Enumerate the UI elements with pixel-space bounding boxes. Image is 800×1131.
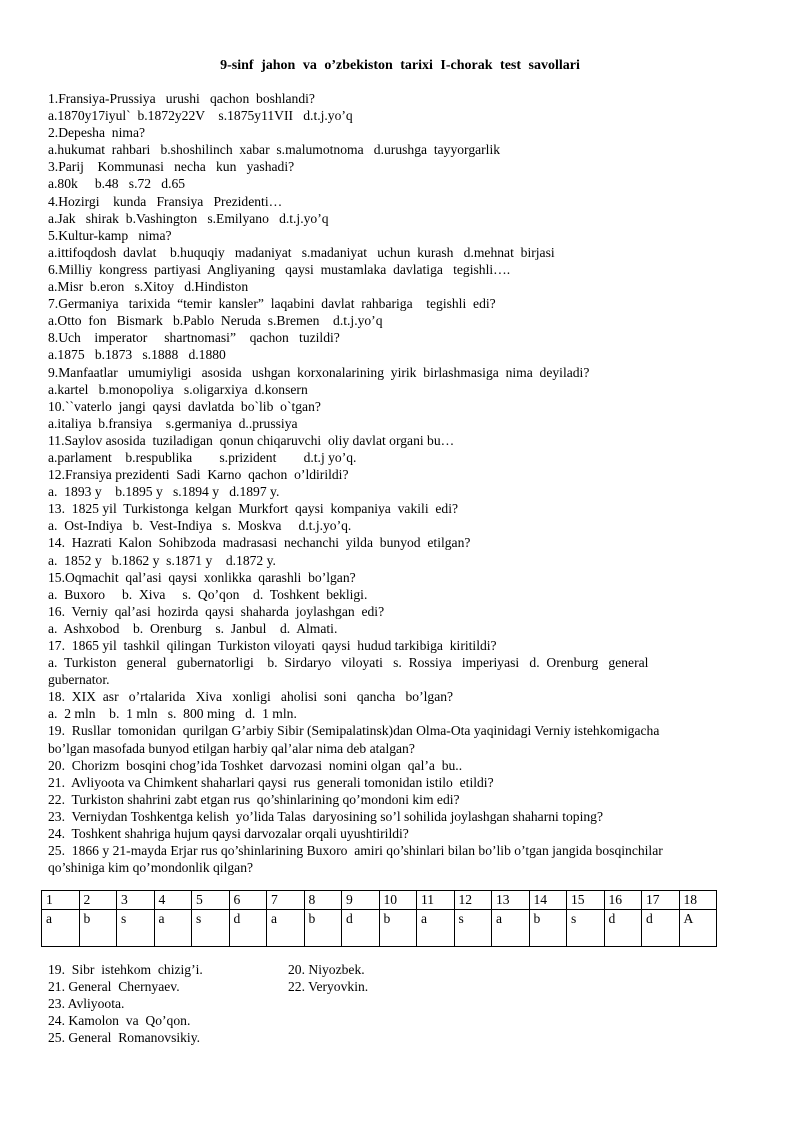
open-answer-row <box>48 1029 203 1046</box>
answer-key-number-cell: 2 <box>79 891 117 910</box>
answer-key-number-cell: 13 <box>492 891 530 910</box>
open-answer-row <box>48 961 365 978</box>
answer-key-number-cell: 7 <box>267 891 305 910</box>
answer-key-answer-cell: b <box>529 910 567 947</box>
question-line: 21. Avliyoota va Chimkent shaharlari qaysi rus generali tomonidan istilo etildi? <box>48 774 494 790</box>
question-line: a.italiya b.fransiya s.germaniya d..prussiya <box>48 415 298 431</box>
answer-key-answer-cell: d <box>642 910 680 947</box>
open-answer-left: 19. Sibr istehkom chizig’i. <box>48 962 203 977</box>
answer-key-answer-cell: s <box>192 910 230 947</box>
answer-key-answer-cell: a <box>42 910 80 947</box>
question-line: 17. 1865 yil tashkil qilingan Turkiston viloyati qaysi hudud tarkibiga kiritildi? <box>48 638 497 653</box>
answer-key-answer-cell: s <box>454 910 492 947</box>
open-answer-left: 24. Kamolon va Qo’qon. <box>48 1013 191 1029</box>
answer-key-number-cell: 11 <box>417 891 455 910</box>
question-line: qo’shiniga kim qo’mondonlik qilgan? <box>48 860 254 876</box>
question-line: a.parlament b.respublika s.prizident d.t.j yo’q. <box>48 449 357 465</box>
open-answer-right: 20. Niyozbek. <box>288 962 365 977</box>
open-answer-right: 22. Veryovkin. <box>288 979 369 995</box>
answer-key-number-cell: 14 <box>529 891 567 910</box>
question-line: 6.Milliy kongress partiyasi Angliyaning qaysi mustamlaka davlatiga tegishli…. <box>48 261 511 277</box>
question-line: a.1870y17iyul` b.1872y22V s.1875y11VII d.t.j.yo’q <box>48 108 353 124</box>
question-line: a.ittifoqdosh davlat b.huquqiy madaniyat s.madaniyat uchun kurash d.mehnat birjasi <box>48 244 555 260</box>
answer-key-number-cell: 15 <box>567 891 605 910</box>
answer-key-number-cell: 10 <box>379 891 417 910</box>
question-line: 8.Uch imperator shartnomasi” qachon tuzildi? <box>48 330 340 346</box>
answer-key-number-cell: 1 <box>42 891 80 910</box>
answer-key-answer-cell: s <box>567 910 605 947</box>
question-line: a.hukumat rahbari b.shoshilinch xabar s.malumotnoma d.urushga tayyorgarlik <box>48 142 501 158</box>
question-line: 18. XIX asr o’rtalarida Xiva xonligi aholisi soni qancha bo’lgan? <box>48 689 454 705</box>
question-line: 20. Chorizm bosqini chog’ida Toshket darvozasi nomini olgan qal’a bu.. <box>48 757 463 773</box>
question-line: 16. Verniy qal’asi hozirda qaysi shaharda joylashgan edi? <box>48 603 385 619</box>
question-line: a. Ashxobod b. Orenburg s. Janbul d. Almati. <box>48 620 338 636</box>
question-line: a. Ost-Indiya b. Vest-Indiya s. Moskva d.t.j.yo’q. <box>48 518 352 534</box>
open-answer-row <box>48 995 203 1012</box>
answer-key-table <box>41 890 717 947</box>
question-line: a. 1852 y b.1862 y s.1871 y d.1872 y. <box>48 552 276 568</box>
question-line: a.80k b.48 s.72 d.65 <box>48 176 186 192</box>
question-line: a. Buxoro b. Xiva s. Qo’qon d. Toshkent bekligi. <box>48 586 368 602</box>
answer-key-answer-cell: b <box>304 910 342 947</box>
answer-key-number-cell: 3 <box>117 891 155 910</box>
question-line: 2.Depesha nima? <box>48 125 146 141</box>
question-line: 19. Rusllar tomonidan qurilgan G’arbiy Sibir (Semipalatinsk)dan Olma-Ota yaqinidagi Verniy istehkomigacha <box>48 723 660 739</box>
question-line: 7.Germaniya tarixida “temir kansler” laqabini davlat rahbariga tegishli edi? <box>48 296 496 312</box>
question-line: 4.Hozirgi kunda Fransiya Prezidenti… <box>48 193 283 209</box>
question-line: 22. Turkiston shahrini zabt etgan rus qo’shinlarining qo’mondoni kim edi? <box>48 791 460 807</box>
question-line: 11.Saylov asosida tuziladigan qonun chiqaruvchi oliy davlat organi bu… <box>48 432 455 448</box>
question-line: a.Otto fon Bismark b.Pablo Neruda s.Bremen d.t.j.yo’q <box>48 313 383 329</box>
question-line: 5.Kultur-kamp nima? <box>48 227 172 243</box>
answer-key-answer-cell: b <box>379 910 417 947</box>
open-answer-row <box>48 1012 203 1029</box>
open-answer-left: 21. General Chernyaev. <box>48 979 180 995</box>
question-line: 15.Oqmachit qal’asi qaysi xonlikka qarashli bo’lgan? <box>48 569 356 585</box>
question-line: a. 2 mln b. 1 mln s. 800 ming d. 1 mln. <box>48 706 297 722</box>
answer-key-answer-cell: a <box>267 910 305 947</box>
question-line: 1.Fransiya-Prussiya urushi qachon boshlandi? <box>48 91 315 106</box>
answer-key-answer-cell: d <box>604 910 642 947</box>
answer-key-answer-cell: s <box>117 910 155 947</box>
question-line: 14. Hazrati Kalon Sohibzoda madrasasi nechanchi yilda bunyod etilgan? <box>48 535 471 551</box>
question-line: 13. 1825 yil Turkistonga kelgan Murkfort qaysi kompaniya vakili edi? <box>48 501 459 517</box>
answer-key-number-cell: 8 <box>304 891 342 910</box>
answer-key-number-cell: 4 <box>154 891 192 910</box>
open-answer-row <box>48 978 369 995</box>
question-line: 12.Fransiya prezidenti Sadi Karno qachon o’ldirildi? <box>48 467 349 483</box>
answer-key-number-cell: 17 <box>642 891 680 910</box>
question-line: 3.Parij Kommunasi necha kun yashadi? <box>48 159 295 175</box>
question-line: a.Misr b.eron s.Xitoy d.Hindiston <box>48 279 249 295</box>
answer-key-answer-cell: a <box>154 910 192 947</box>
question-line: 23. Verniydan Toshkentga kelish yo’lida Talas daryosining so’l sohilida joylashgan shaharni toping? <box>48 808 603 824</box>
answer-key-number-cell: 16 <box>604 891 642 910</box>
answer-key-number-cell: 5 <box>192 891 230 910</box>
open-answer-left: 25. General Romanovsikiy. <box>48 1030 201 1046</box>
answer-key-number-cell: 12 <box>454 891 492 910</box>
answer-key-answer-cell: d <box>229 910 267 947</box>
question-line: a.Jak shirak b.Vashington s.Emilyano d.t.j.yo’q <box>48 210 329 226</box>
answer-key-answer-cell: a <box>492 910 530 947</box>
question-line: a.1875 b.1873 s.1888 d.1880 <box>48 347 226 363</box>
answer-key-number-cell: 9 <box>342 891 380 910</box>
question-line: gubernator. <box>48 672 110 688</box>
question-line: a. Turkiston general gubernatorligi b. Sirdaryo viloyati s. Rossiya imperiyasi d. Orenburg general <box>48 655 649 671</box>
question-line: 25. 1866 y 21-mayda Erjar rus qo’shinlarining Buxoro amiri qo’shinlari bilan bo’lib o’tgan jangida bosqinchilar <box>48 843 663 859</box>
question-line: 24. Toshkent shahriga hujum qaysi darvozalar orqali uyushtirildi? <box>48 826 409 842</box>
question-line: a. 1893 y b.1895 y s.1894 y d.1897 y. <box>48 484 280 500</box>
question-line: a.kartel b.monopoliya s.oligarxiya d.konsern <box>48 381 308 397</box>
answer-key-numbers-row <box>42 891 717 910</box>
question-line: 9.Manfaatlar umumiyligi asosida ushgan korxonalarining yirik birlashmasiga nima deyiladi? <box>48 364 590 380</box>
page-title: 9-sinf jahon va o’zbekiston tarixi I-chorak test savollari <box>220 58 580 73</box>
answer-key-answer-cell: A <box>679 910 717 947</box>
question-line: bo’lgan masofada bunyod etilgan harbiy qal’alar nima deb atalgan? <box>48 740 415 756</box>
answer-key-answer-cell: b <box>79 910 117 947</box>
open-answer-left: 23. Avliyoota. <box>48 996 125 1012</box>
answer-key-answer-cell: d <box>342 910 380 947</box>
question-line: 10.``vaterlo jangi qaysi davlatda bo`lib o`tgan? <box>48 398 321 414</box>
answer-key-number-cell: 6 <box>229 891 267 910</box>
answer-key-answer-cell: a <box>417 910 455 947</box>
answer-key-number-cell: 18 <box>679 891 717 910</box>
open-answers-list <box>48 961 369 1046</box>
question-list <box>48 90 748 876</box>
answer-key-answers-row <box>42 910 717 947</box>
